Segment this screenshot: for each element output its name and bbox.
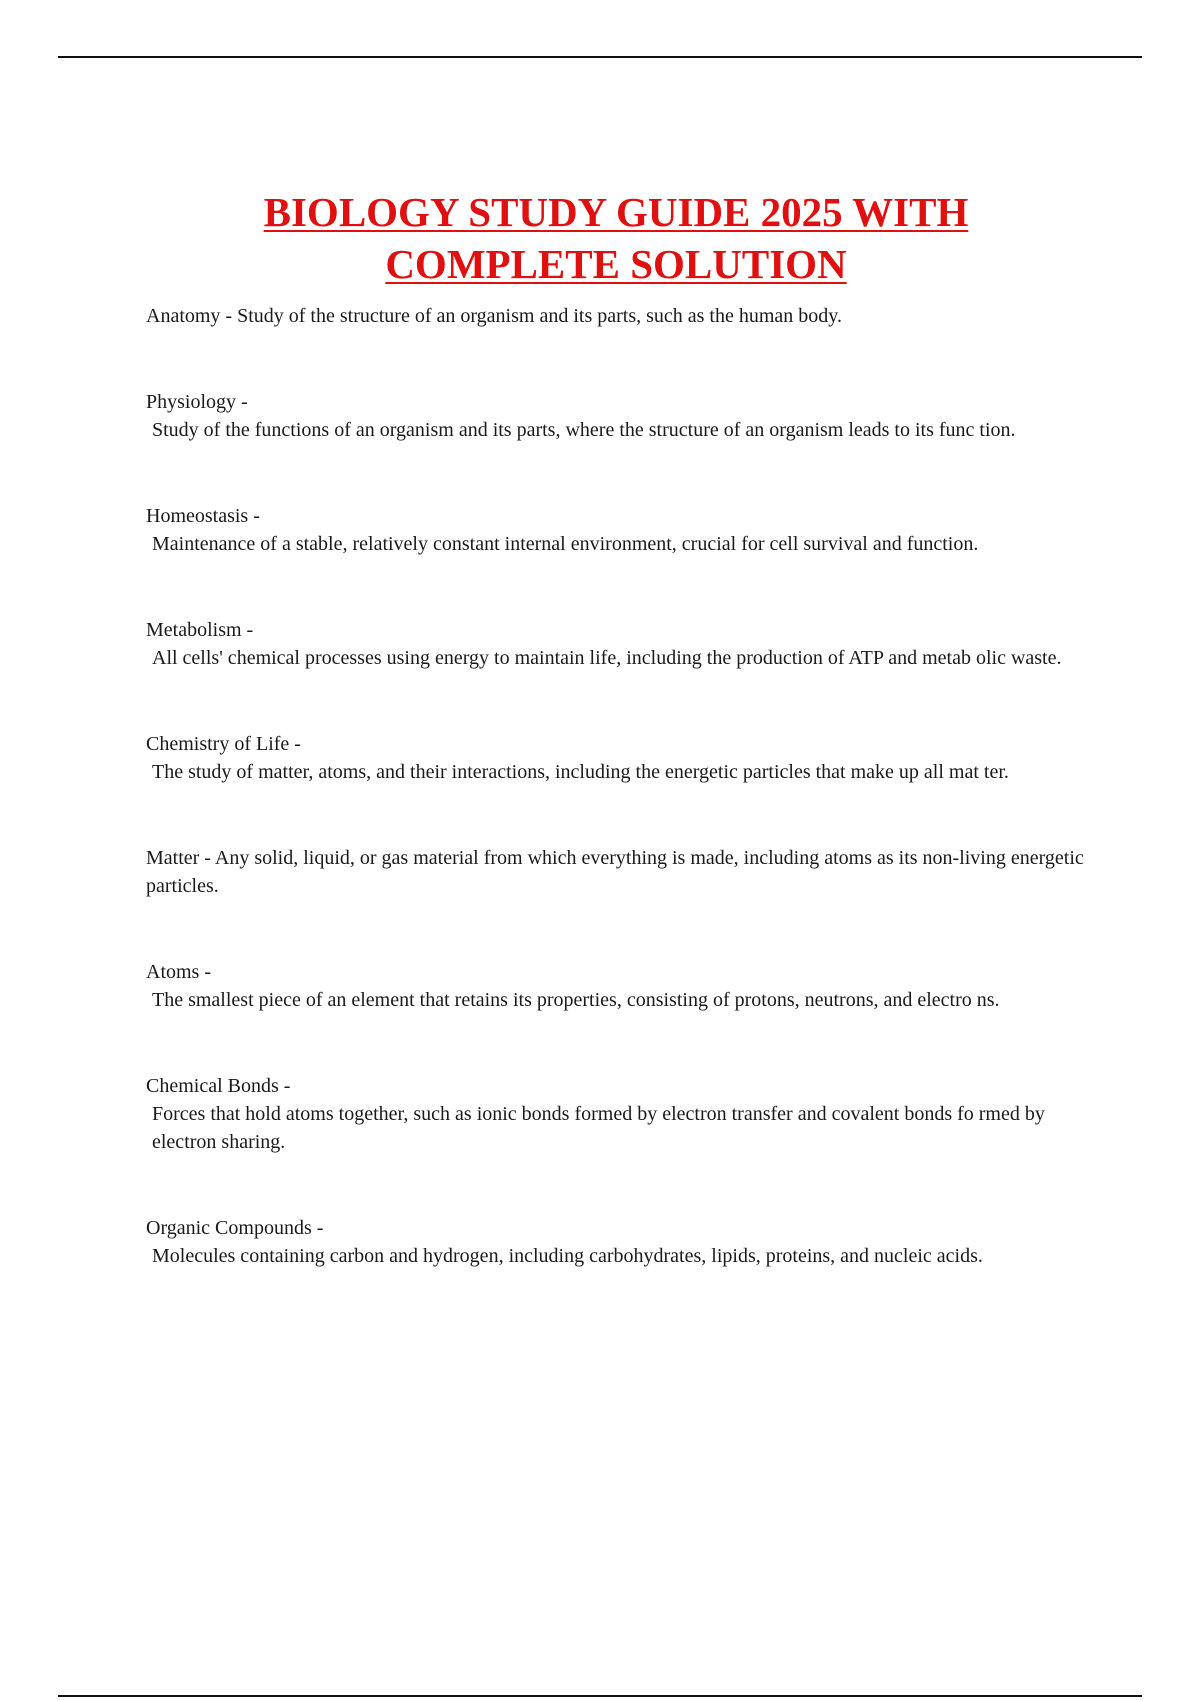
glossary-entry-anatomy: [146, 302, 1086, 330]
glossary-entry-atoms: [146, 958, 1086, 1014]
glossary-entry-homeostasis: [146, 502, 1086, 558]
glossary-entry-chemistry-of-life: [146, 730, 1086, 786]
entry-term: Chemical Bonds -: [146, 1075, 291, 1097]
entry-term: Anatomy -: [146, 305, 238, 327]
glossary-entry-matter: [146, 844, 1086, 900]
entry-definition: The study of matter, atoms, and their interactions, including the energetic particles that make up all mat ter.: [152, 761, 1009, 783]
entry-term: Metabolism -: [146, 619, 254, 641]
entry-term: Atoms -: [146, 961, 211, 983]
entry-definition: Forces that hold atoms together, such as ionic bonds formed by electron transfer and covalent bonds fo rmed by electron sharing.: [152, 1103, 1045, 1153]
glossary-entry-chemical-bonds: [146, 1072, 1086, 1156]
glossary-entry-physiology: [146, 388, 1086, 444]
entry-term: Homeostasis -: [146, 505, 260, 527]
entry-definition: Any solid, liquid, or gas material from which everything is made, including atoms as its non-living energetic particles.: [146, 847, 1084, 897]
entry-term: Matter -: [146, 847, 215, 869]
page-body: [146, 186, 1086, 1270]
entry-definition: All cells' chemical processes using energy to maintain life, including the production of ATP and metab olic waste.: [152, 647, 1062, 669]
glossary-entry-metabolism: [146, 616, 1086, 672]
entry-definition: Study of the structure of an organism and its parts, such as the human body.: [237, 305, 842, 327]
glossary-entry-organic-compounds: [146, 1214, 1086, 1270]
document-title: BIOLOGY STUDY GUIDE 2025 WITH COMPLETE SOLUTION: [263, 189, 969, 287]
entry-term: Organic Compounds -: [146, 1217, 324, 1239]
entry-definition: Molecules containing carbon and hydrogen, including carbohydrates, lipids, proteins, and nucleic acids.: [152, 1245, 983, 1267]
entry-term: Physiology -: [146, 391, 248, 413]
entry-definition: Maintenance of a stable, relatively constant internal environment, crucial for cell survival and function.: [152, 533, 979, 555]
entry-definition: The smallest piece of an element that retains its properties, consisting of protons, neutrons, and electro ns.: [152, 989, 1000, 1011]
bottom-rule: [58, 1695, 1142, 1697]
entry-term: Chemistry of Life -: [146, 733, 301, 755]
entry-definition: Study of the functions of an organism and its parts, where the structure of an organism leads to its func tion.: [152, 419, 1016, 441]
top-rule: [58, 56, 1142, 58]
